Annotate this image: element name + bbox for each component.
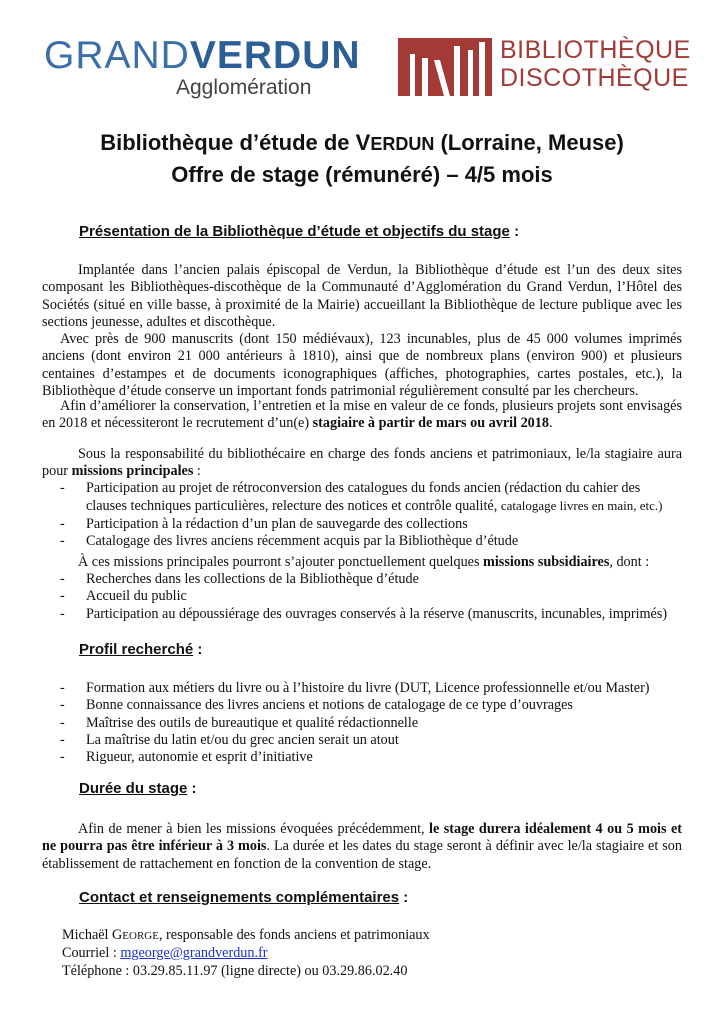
paragraph-collections xyxy=(42,331,682,400)
contact-text: Michaël G xyxy=(62,927,123,943)
contact-email-line xyxy=(62,944,267,963)
logo-verdun-text: VERDUN xyxy=(189,34,361,77)
profil-list xyxy=(42,680,684,766)
section-heading-presentation xyxy=(79,223,519,240)
list-item xyxy=(42,732,684,749)
list-item xyxy=(42,516,684,533)
list-dash: - xyxy=(60,532,65,549)
contact-name xyxy=(62,926,430,946)
paragraph-subsidiaires-intro xyxy=(78,554,684,571)
list-item xyxy=(42,588,684,605)
list-dash: - xyxy=(60,731,65,748)
page-subtitle: Offre de stage (rémunéré) – 4/5 mois xyxy=(171,162,553,187)
paragraph-projects xyxy=(42,398,682,433)
heading-text: Contact et renseignements complémentaires xyxy=(79,889,400,906)
title-part: (Lorraine, Meuse) xyxy=(434,130,624,155)
contact-text: , responsable des fonds anciens et patrimoniaux xyxy=(158,927,430,943)
grand-verdun-logo xyxy=(44,34,361,99)
contact-label: Courriel : xyxy=(62,945,121,961)
subsidiaires-list xyxy=(42,571,684,623)
heading-suffix: : xyxy=(399,889,409,906)
grand-verdun-wordmark xyxy=(44,36,361,76)
heading-suffix: : xyxy=(193,641,203,658)
list-item xyxy=(42,606,684,623)
contact-text: EORGE xyxy=(122,930,159,942)
list-item xyxy=(42,571,684,588)
list-item-text: La maîtrise du latin et/ou du grec ancien serait un atout xyxy=(86,731,399,748)
list-dash: - xyxy=(60,480,65,496)
paragraph-missions-intro xyxy=(42,446,682,481)
paragraph-text: Sous la responsabilité du bibliothécaire en charge des fonds anciens et patrimoniaux, le/la stagiaire aura pour xyxy=(42,446,682,480)
list-item-text: Participation au projet de rétroconversion des catalogues du fonds ancien (rédaction du cahier des clauses techniques particulières, relecture des notices et contrôle qualité, xyxy=(86,480,641,515)
contact-phone: Téléphone : 03.29.85.11.97 (ligne directe) ou 03.29.86.02.40 xyxy=(62,963,408,979)
logo-agglomeration-text: Agglomération xyxy=(176,76,312,99)
logo-bibliotheque-text: BIBLIOTHÈQUE xyxy=(500,36,691,64)
paragraph-bold: missions principales xyxy=(71,463,194,480)
list-item-text: Recherches dans les collections de la Bibliothèque d’étude xyxy=(86,571,419,587)
books-icon xyxy=(398,38,492,96)
list-item xyxy=(42,533,684,550)
heading-suffix: : xyxy=(509,223,520,240)
list-dash: - xyxy=(60,680,65,696)
list-item-text: Rigueur, autonomie et esprit d’initiative xyxy=(86,749,313,766)
list-dash: - xyxy=(60,605,65,622)
paragraph-bold: missions subsidiaires xyxy=(483,554,610,570)
paragraph-text: Avec près de 900 manuscrits (dont 150 médiévaux), 123 incunables, plus de 45 000 volumes imprimés anciens (dont environ 21 000 antérieurs à 1810), ainsi que de nombreux plans (environ 900) et plusieurs centaines d’estampes et de documents iconographiques (affiches, photographies, cartes postales, etc.), la Bibliothèque d’étude conserve un important fonds patrimonial régulièrement consulté par les chercheurs. xyxy=(42,331,682,399)
list-item xyxy=(42,749,684,766)
paragraph-text: Afin de mener à bien les missions évoquées précédemment, xyxy=(78,821,430,837)
section-heading-contact xyxy=(79,889,408,906)
list-item xyxy=(42,715,684,732)
list-item-text: Participation au dépoussiérage des ouvrages conservés à la réserve (manuscrits, incunables, imprimés) xyxy=(86,605,668,622)
logo-grand-text: GRAND xyxy=(44,34,190,77)
list-item-text: Accueil du public xyxy=(86,588,187,605)
paragraph-text: : xyxy=(193,463,201,480)
paragraph-text: Implantée dans l’ancien palais épiscopal de Verdun, la Bibliothèque d’étude est l’un des deux sites composant les Bibliothèques-discothèque de la Communauté d’Agglomération du Grand Verdun, l’Hôtel des Sociétés (situé en ville basse, à proximité de la Mairie) accueillant la Bibliothèque de lecture publique avec les sections jeunesse, adultes et discothèque. xyxy=(42,262,682,330)
heading-suffix: : xyxy=(187,780,197,797)
heading-text: Profil recherché xyxy=(79,641,194,658)
section-heading-duree xyxy=(79,780,197,797)
heading-text: Durée du stage xyxy=(79,780,188,797)
list-dash: - xyxy=(60,714,65,731)
list-dash: - xyxy=(60,749,65,766)
email-link[interactable]: mgeorge@grandverdun.fr xyxy=(120,945,268,961)
list-item-text: catalogage livres en main, etc.) xyxy=(500,498,663,514)
title-part: Bibliothèque d’étude de V xyxy=(100,130,371,155)
list-dash: - xyxy=(60,588,65,605)
paragraph-text: À ces missions principales pourront s’ajouter ponctuellement quelques xyxy=(78,554,484,570)
missions-list xyxy=(42,480,684,550)
list-item-text: Catalogage des livres anciens récemment acquis par la Bibliothèque d’étude xyxy=(86,532,519,549)
list-dash: - xyxy=(60,571,65,587)
paragraph-duree xyxy=(42,821,682,873)
paragraph-bold: le stage durera idéalement 4 ou 5 mois et ne pourra pas être inférieur à 3 mois xyxy=(42,821,682,855)
bibliotheque-wordmark xyxy=(500,36,691,92)
list-item-text: Bonne connaissance des livres anciens et notions de catalogage de ce type d’ouvrages xyxy=(86,697,573,714)
list-item xyxy=(42,697,684,714)
list-dash: - xyxy=(60,515,65,532)
list-item-text: Participation à la rédaction d’un plan de sauvegarde des collections xyxy=(86,515,468,532)
paragraph-text: , dont : xyxy=(609,554,650,570)
paragraph-text: . xyxy=(548,415,553,432)
paragraph-text: Afin d’améliorer la conservation, l’entretien et la mise en valeur de ce fonds, plusieurs projets sont envisagés en 2018 et nécessiteront le recrutement d’un(e) xyxy=(42,398,682,432)
list-item xyxy=(42,480,684,516)
page-title xyxy=(0,130,724,156)
paragraph-bold: stagiaire à partir de mars ou avril 2018 xyxy=(312,415,549,432)
list-dash: - xyxy=(60,697,65,714)
list-item xyxy=(42,680,684,697)
list-item-text: Formation aux métiers du livre ou à l’histoire du livre (DUT, Licence professionnelle et/ou Master) xyxy=(86,680,650,696)
list-item-text: Maîtrise des outils de bureautique et qualité rédactionnelle xyxy=(86,714,419,731)
heading-text: Présentation de la Bibliothèque d’étude et objectifs du stage xyxy=(79,223,510,240)
logo-discotheque-text: DISCOTHÈQUE xyxy=(500,64,689,92)
section-heading-profil xyxy=(79,641,202,658)
paragraph-intro xyxy=(42,262,682,331)
paragraph-text: . La durée et les dates du stage seront à définir avec le/la stagiaire et son établissement de rattachement en fonction de la convention de stage. xyxy=(42,838,682,872)
title-part: ERDUN xyxy=(370,134,435,154)
